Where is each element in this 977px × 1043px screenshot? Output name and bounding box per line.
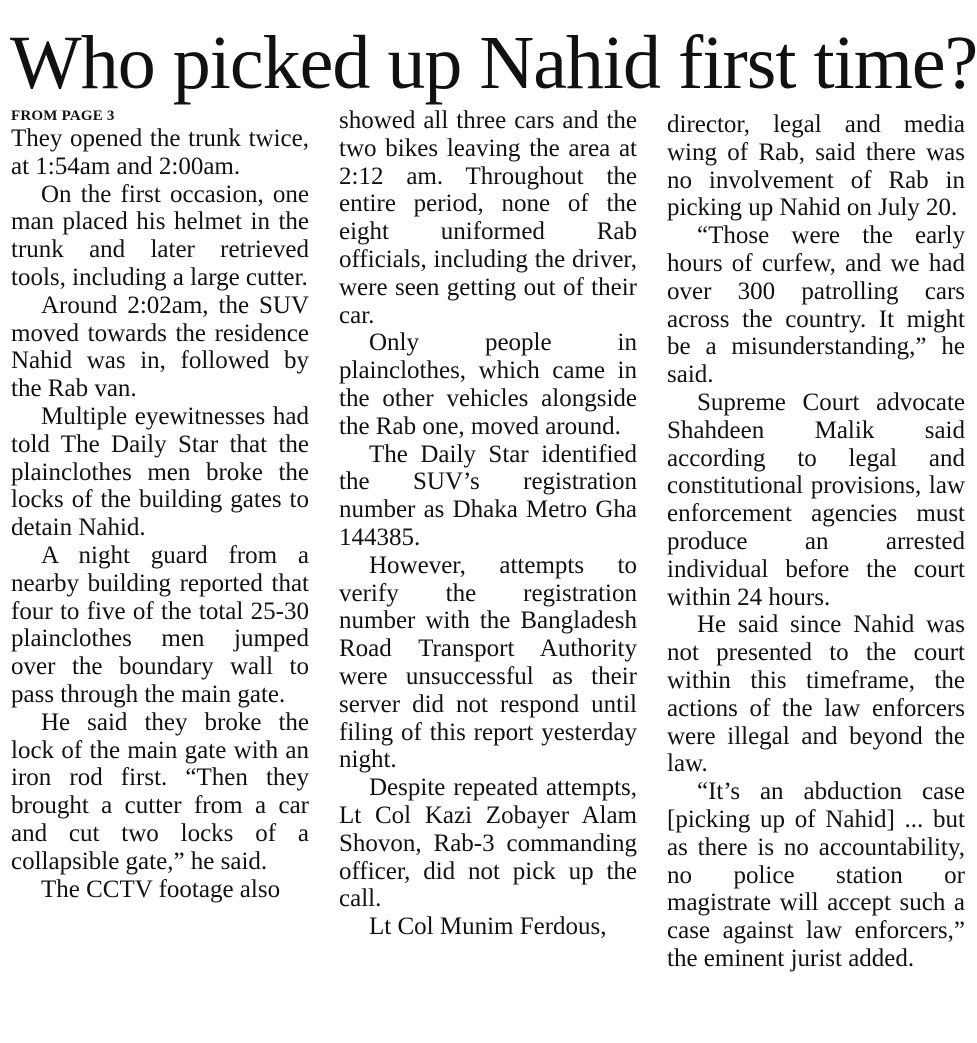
article-column-3 (667, 111, 965, 973)
paragraph: Lt Col Munim Ferdous, (369, 913, 607, 941)
paragraph: They opened the trunk twice, at 1:54am and 2:00am. (11, 125, 309, 180)
paragraph: He said since Nahid was not presented to the court within this timeframe, the actions of the law enforcers were illegal and beyond the law. (667, 611, 965, 778)
paragraph: director, legal and media wing of Rab, said there was no involvement of Rab in picking up Nahid on July 20. (667, 111, 965, 222)
paragraph: “It’s an abduction case [picking up of Nahid] ... but as there is no accountability, no police station or magistrate will accept such a case against law enforcers,” the eminent jurist added. (667, 778, 965, 972)
article-column-1 (11, 107, 309, 903)
paragraph: The CCTV footage also (41, 875, 281, 903)
paragraph: A night guard from a nearby building reported that four to five of the total 25-30 plainclothes men jumped over the boundary wall to pass through the main gate. (11, 541, 309, 708)
paragraph: showed all three cars and the two bikes leaving the area at 2:12 am. Throughout the entire period, none of the eight uniformed Rab officials, including the driver, were seen getting out of their car. (339, 107, 637, 329)
paragraph: Supreme Court advocate Shahdeen Malik said according to legal and constitutional provisions, law enforcement agencies must produce an arrested individual before the court within 24 hours. (667, 388, 965, 611)
paragraph: However, attempts to verify the registration number with the Bangladesh Road Transport Authority were unsuccessful as their server did not respond until filing of this report yesterday night. (339, 551, 637, 774)
paragraph: Around 2:02am, the SUV moved towards the residence Nahid was in, followed by the Rab van. (11, 291, 309, 403)
article-column-2 (339, 107, 637, 941)
paragraph: The Daily Star identified the SUV’s registration number as Dhaka Metro Gha 144385. (339, 440, 637, 551)
paragraph: Multiple eyewitnesses had told The Daily Star that the plainclothes men broke the locks of the building gates to detain Nahid. (11, 402, 309, 542)
headline: Who picked up Nahid first time? (10, 21, 977, 105)
paragraph: Despite repeated attempts, Lt Col Kazi Zobayer Alam Shovon, Rab-3 commanding officer, did not pick up the call. (339, 774, 637, 913)
paragraph: On the first occasion, one man placed his helmet in the trunk and later retrieved tools, including a large cutter. (11, 180, 309, 291)
paragraph: He said they broke the lock of the main gate with an iron rod first. “Then they brought a cutter from a car and cut two locks of a collapsible gate,” he said. (11, 708, 309, 875)
paragraph: Only people in plainclothes, which came in the other vehicles alongside the Rab one, moved around. (339, 329, 637, 440)
paragraph: “Those were the early hours of curfew, and we had over 300 patrolling cars across the country. It might be a misunderstanding,” he said. (667, 222, 965, 389)
continued-from-label: FROM PAGE 3 (11, 108, 115, 124)
